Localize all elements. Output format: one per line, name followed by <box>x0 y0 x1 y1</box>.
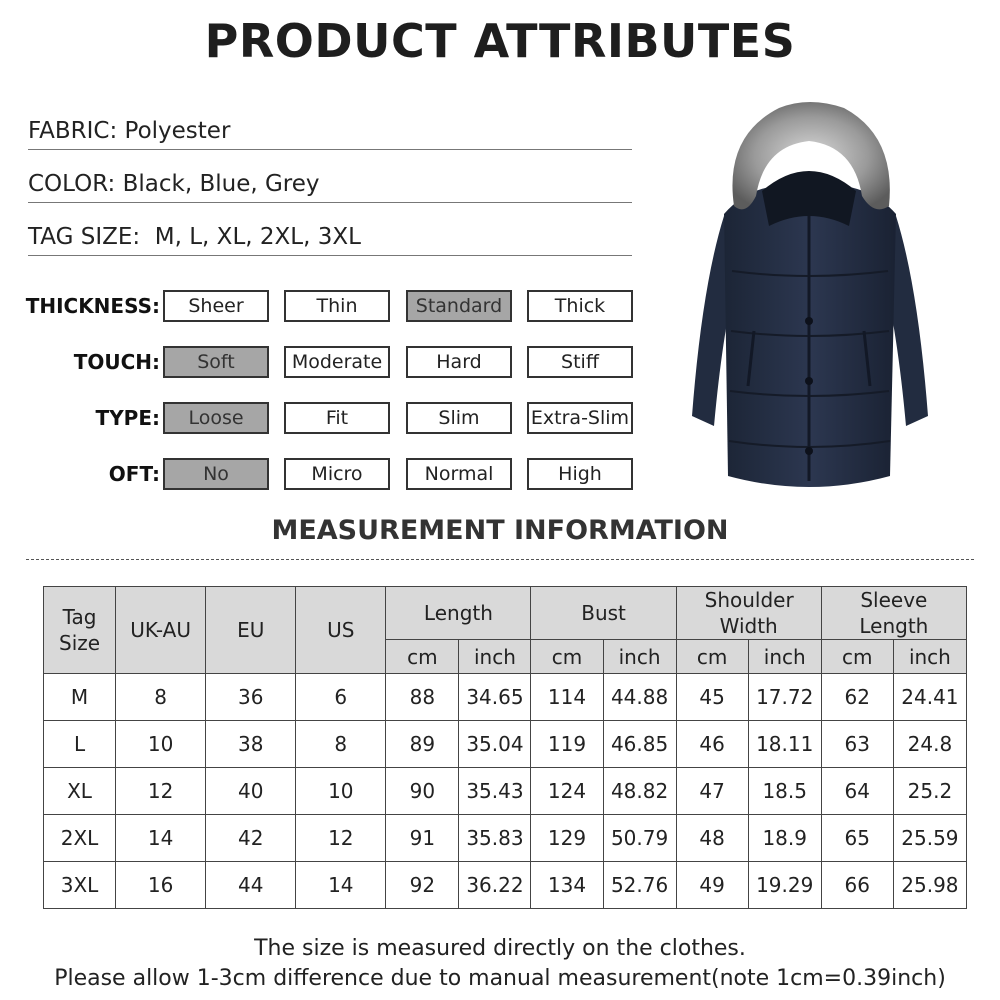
fabric-value: Polyester <box>124 118 231 144</box>
header-unit-cm: cm <box>531 640 603 674</box>
tag-size-value: M, L, XL, 2XL, 3XL <box>147 224 361 250</box>
parka-product-image <box>684 96 934 496</box>
table-cell: 47 <box>676 768 748 815</box>
header-sleeve-length: Sleeve Length <box>821 587 966 640</box>
table-cell: 25.59 <box>893 815 966 862</box>
table-cell: 17.72 <box>748 674 821 721</box>
fabric-attribute <box>28 118 632 150</box>
option-row-label: THICKNESS: <box>25 294 160 318</box>
table-row <box>44 674 967 721</box>
table-cell: 129 <box>531 815 603 862</box>
option-row-label: OFT: <box>108 462 160 486</box>
table-cell: 35.43 <box>459 768 531 815</box>
option-row <box>0 402 640 434</box>
table-cell: 65 <box>821 815 893 862</box>
table-cell: 10 <box>116 721 206 768</box>
table-cell: 36.22 <box>459 862 531 909</box>
color-label: COLOR: <box>28 171 116 197</box>
header-tag-size: Tag Size <box>44 587 116 674</box>
table-cell: 35.04 <box>459 721 531 768</box>
option-box: Sheer <box>163 290 269 322</box>
option-box: Slim <box>406 402 512 434</box>
table-cell: 49 <box>676 862 748 909</box>
header-unit-cm: cm <box>676 640 748 674</box>
option-row-label: TOUCH: <box>73 350 160 374</box>
dashed-divider <box>26 559 974 560</box>
table-cell: 14 <box>296 862 386 909</box>
header-bust: Bust <box>531 587 676 640</box>
table-cell: 52.76 <box>603 862 676 909</box>
table-cell: 3XL <box>44 862 116 909</box>
option-row <box>0 458 640 490</box>
option-box: Micro <box>284 458 390 490</box>
header-unit-inch: inch <box>459 640 531 674</box>
table-cell: 14 <box>116 815 206 862</box>
table-cell: 10 <box>296 768 386 815</box>
color-value: Black, Blue, Grey <box>122 171 320 197</box>
tag-size-attribute <box>28 224 632 256</box>
table-cell: 19.29 <box>748 862 821 909</box>
table-cell: XL <box>44 768 116 815</box>
table-cell: 92 <box>386 862 459 909</box>
table-cell: 2XL <box>44 815 116 862</box>
table-cell: 124 <box>531 768 603 815</box>
option-box: Hard <box>406 346 512 378</box>
header-unit-inch: inch <box>603 640 676 674</box>
option-box: Normal <box>406 458 512 490</box>
header-eu: EU <box>206 587 296 674</box>
tag-size-label: TAG SIZE: <box>28 224 141 250</box>
table-cell: 34.65 <box>459 674 531 721</box>
table-row <box>44 721 967 768</box>
option-box: Soft <box>163 346 269 378</box>
table-cell: 18.9 <box>748 815 821 862</box>
fabric-label: FABRIC: <box>28 118 118 144</box>
table-cell: 24.41 <box>893 674 966 721</box>
table-cell: 24.8 <box>893 721 966 768</box>
table-cell: 134 <box>531 862 603 909</box>
table-cell: 64 <box>821 768 893 815</box>
table-cell: 91 <box>386 815 459 862</box>
table-cell: 25.2 <box>893 768 966 815</box>
measurement-title: MEASUREMENT INFORMATION <box>271 515 729 546</box>
table-cell: 36 <box>206 674 296 721</box>
page-title: PRODUCT ATTRIBUTES <box>204 14 796 68</box>
header-unit-cm: cm <box>821 640 893 674</box>
table-cell: 16 <box>116 862 206 909</box>
table-cell: M <box>44 674 116 721</box>
table-cell: L <box>44 721 116 768</box>
table-cell: 50.79 <box>603 815 676 862</box>
header-unit-cm: cm <box>386 640 459 674</box>
color-attribute <box>28 171 632 203</box>
table-cell: 8 <box>116 674 206 721</box>
option-box: High <box>527 458 633 490</box>
table-cell: 114 <box>531 674 603 721</box>
measurement-note: The size is measured directly on the clothes. <box>254 936 746 961</box>
table-cell: 18.11 <box>748 721 821 768</box>
option-row-label: TYPE: <box>95 406 160 430</box>
header-unit-inch: inch <box>748 640 821 674</box>
table-cell: 46.85 <box>603 721 676 768</box>
header-us: US <box>296 587 386 674</box>
table-cell: 90 <box>386 768 459 815</box>
table-cell: 48 <box>676 815 748 862</box>
table-cell: 66 <box>821 862 893 909</box>
table-row <box>44 815 967 862</box>
option-box: Fit <box>284 402 390 434</box>
option-box: Loose <box>163 402 269 434</box>
table-cell: 46 <box>676 721 748 768</box>
table-row <box>44 768 967 815</box>
table-cell: 88 <box>386 674 459 721</box>
option-box: No <box>163 458 269 490</box>
table-cell: 42 <box>206 815 296 862</box>
table-row <box>44 862 967 909</box>
header-uk-au: UK-AU <box>116 587 206 674</box>
option-box: Extra-Slim <box>527 402 633 434</box>
table-cell: 119 <box>531 721 603 768</box>
table-cell: 6 <box>296 674 386 721</box>
table-cell: 12 <box>296 815 386 862</box>
table-cell: 45 <box>676 674 748 721</box>
table-cell: 12 <box>116 768 206 815</box>
option-box: Thick <box>527 290 633 322</box>
header-shoulder-width: Shoulder Width <box>676 587 821 640</box>
option-row <box>0 346 640 378</box>
table-cell: 25.98 <box>893 862 966 909</box>
option-box: Moderate <box>284 346 390 378</box>
table-cell: 44 <box>206 862 296 909</box>
table-cell: 48.82 <box>603 768 676 815</box>
table-cell: 89 <box>386 721 459 768</box>
tolerance-note: Please allow 1-3cm difference due to manual measurement(note 1cm=0.39inch) <box>54 966 946 991</box>
option-box: Standard <box>406 290 512 322</box>
table-cell: 18.5 <box>748 768 821 815</box>
table-cell: 8 <box>296 721 386 768</box>
table-cell: 40 <box>206 768 296 815</box>
table-cell: 44.88 <box>603 674 676 721</box>
table-cell: 63 <box>821 721 893 768</box>
table-cell: 38 <box>206 721 296 768</box>
header-length: Length <box>386 587 531 640</box>
option-box: Stiff <box>527 346 633 378</box>
table-cell: 35.83 <box>459 815 531 862</box>
option-row <box>0 290 640 322</box>
option-box: Thin <box>284 290 390 322</box>
measurement-table <box>43 586 967 909</box>
header-unit-inch: inch <box>893 640 966 674</box>
table-cell: 62 <box>821 674 893 721</box>
